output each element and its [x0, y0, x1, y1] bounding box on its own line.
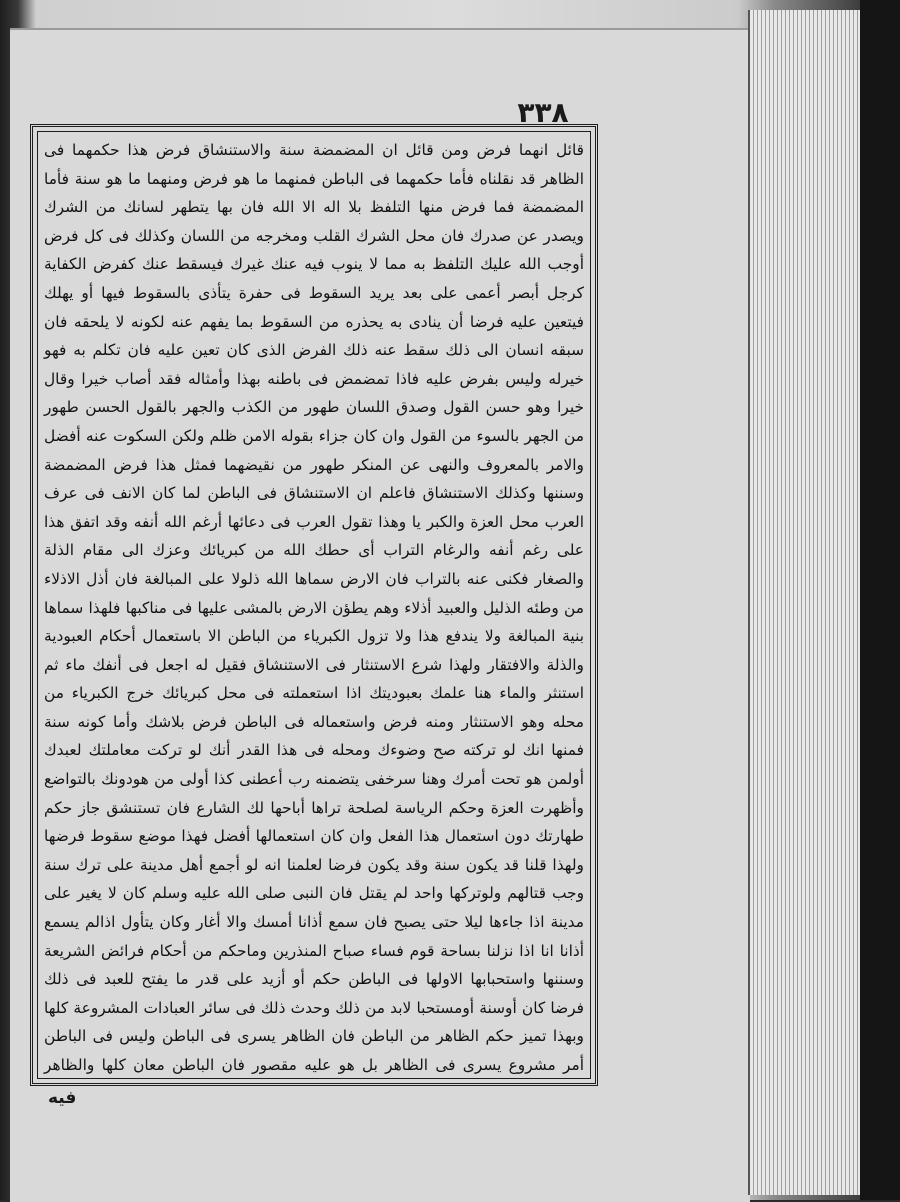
catchword: فيه — [48, 1088, 77, 1108]
paragraph-main: قائل انهما فرض ومن قائل ان المضمضة سنة والاستنشاق فرض هذا حكمهما فى الظاهر قد نقلناه فأما حكمهما فى الباطن فمنهما ما هو فرض ومنهما ما هو سنة فأما المضمضة فما فرض منها التلفظ بلا اله الا الله فان بها يتطهر لسانك من الشرك ويصدر عن صدرك فان محل الشرك القلب ومخرجه من اللسان وكذلك فى كل فرض أوجب الله عليك التلفظ به مما لا ينوب فيه عنك غيرك فيسقط عنك كفرض الكفاية كرجل أبصر أعمى على بعد يريد السقوط فى حفرة يتأذى بالسقوط فيها أو يهلك فيتعين عليه فرضا أن ينادى به يحذره من السقوط بما يفهم عنه لكونه لا يلحقه فان سبقه انسان الى ذلك سقط عنه ذلك الفرض الذى كان تعين عليه فان تكلم به فهو خيرله وليس بفرض عليه فاذا تمضمض فى باطنه بهذا وأمثاله فقد أصاب خيرا وقال خيرا وهو حسن القول وصدق اللسان طهور من الكذب والجهر بالقول الحسن طهور من الجهر بالسوء من القول وان كان جزاء بقوله الامن ظلم ولكن السكوت عنه أفضل والامر بالمعروف والنهى عن المنكر طهور من نقيضهما فمثل هذا فرض المضمضة وسننها وكذلك الاستنشاق فاعلم ان الاستنشاق فى الباطن لما كان الانف فى عرف العرب محل العزة والكبر يا وهذا تقول العرب فى دعائها أرغم الله أنفه وقد اتفق هذا على رغم أنفه والرغام التراب أى حطك الله من كبريائك وعزك الى مقام الذلة والصغار فكنى عنه بالتراب فان الارض سماها الله ذلولا على المبالغة فان أذل الاذلاء من وطئه الذليل والعبيد أذلاء وهم يطؤن الارض بالمشى عليها فى مناكبها فلهذا سماها بنية المبالغة ولا يندفع هذا ولا تزول الكبرياء من الباطن الا باستعمال أحكام العبودية والذلة والافتقار ولهذا شرع الاستنثار فى الاستنشاق فقيل له اجعل فى أنفك ماء ثم استنثر والماء هنا علمك بعبوديتك اذا استعملته فى محل كبريائك خرج الكبرياء من محله وهو الاستنثار ومنه فرض واستعماله فى الباطن فرض بلاشك وأما كونه سنة فمنها انك لو تركته صح وضوءك ومحله فى هذا القدر أنك لو تركت معاملتك لعبدك أولمن هو تحت أمرك وهنا سرخفى يتضمنه رب أعطنى كذا أولى من هودونك بالتواضع وأظهرت العزة وحكم الرياسة لصلحة تراها أباحها لك الشارع فان تستنشق جاز حكم طهارتك دون استعمال هذا الفعل وان كان استعمالها أفضل فهذا موضع سقوط فرضها ولهذا قلنا قد يكون سنة وقد يكون فرضا لعلمنا انه لو أجمع أهل مدينة على ترك سنة وجب قتالهم ولوتركها واحد لم يقتل فان النبى صلى الله عليه وسلم كان لا يغير على مدينة اذا جاءها ليلا حتى يصبح فان سمع أذانا أمسك والا أغار وكان يتأول اذالم يسمع أذانا انا اذا نزلنا بساحة قوم فساء صباح المنذرين وماحكم من أحكام فرائض الشريعة وسننها واستحبابها الاولها فى الباطن حكم أو أزيد على قدر ما يفتح للعبد فى ذلك فرضا كان أوسنة أومستحبا لابد من ذلك وحدث ذلك فى سائر العبادات المشروعة كلها وبهذا تميز حكم الظاهر من الباطن فان الظاهر يسرى فى الباطن وليس فى الباطن أمر مشروع يسرى فى الظاهر بل هو عليه مقصور فان الباطن معان كلها والظاهر — [44, 141, 584, 1074]
text-block — [37, 131, 591, 1079]
page-number: ٣٣٨ — [517, 96, 569, 129]
text-frame — [30, 124, 598, 1086]
book-shadow — [860, 0, 900, 1200]
page-edges — [748, 10, 870, 1195]
